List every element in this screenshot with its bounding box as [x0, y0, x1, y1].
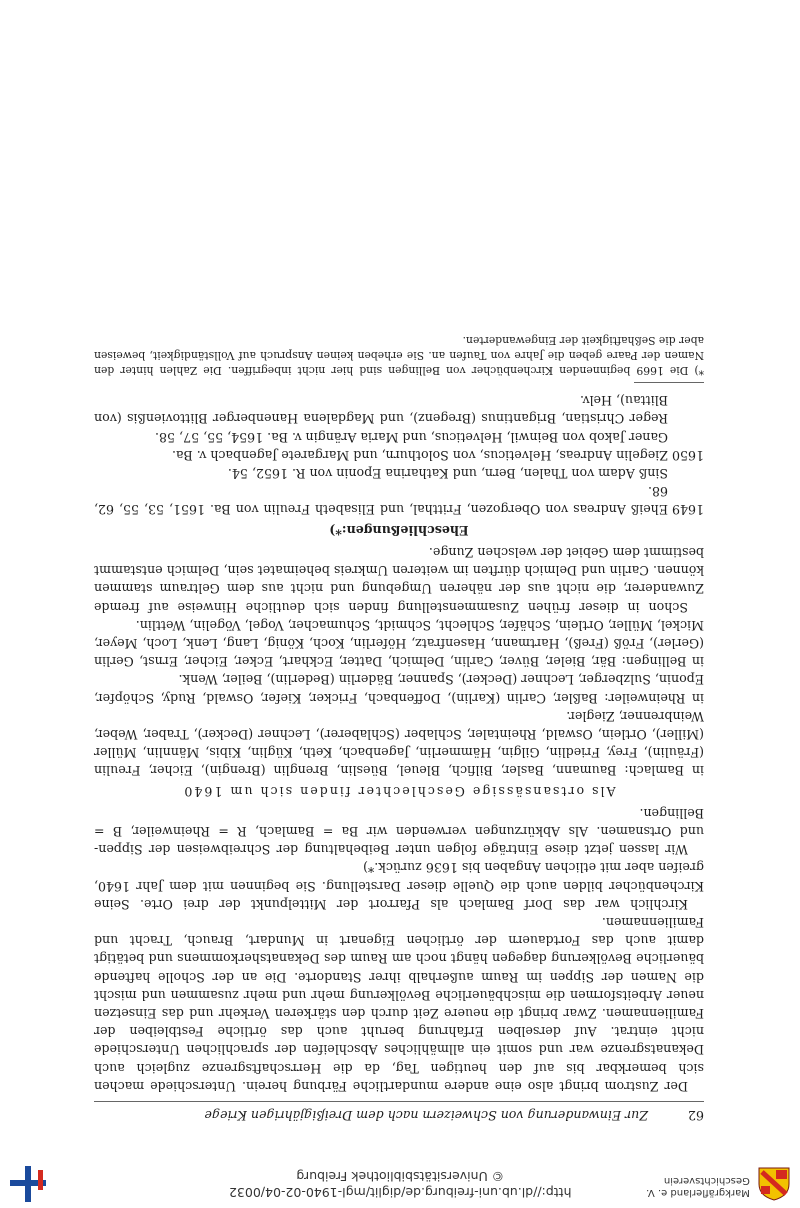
marriage-entry: [94, 391, 704, 427]
marriage-entry: [94, 464, 704, 482]
place-list-bellingen: in Bellingen: Bär, Bieler, Büver, Carlin, Delmich, Datter, Eckhart, Ecker, Eicher, Ernst, Gerlin (Gerler), Fröß (Freß), Hartmann, Hasenfratz, Höferlin, Koch, König, Lang, Lenk, Loch, Meyer, Mickel, Müller, Ortlein, Schäfer, Schlecht, Schmidt, Schumacher, Vogel, Vögelin, Wettlin.: [94, 617, 704, 670]
entry-text: Sinß Adam von Thalen, Bern, und Katharina Eponin von R. 1652, 54.: [227, 466, 668, 482]
place-list-bamlach: in Bamlach: Baumann, Basler, Bilfich, Bleuel, Büeslin, Brenglin (Brengin), Eicher, Freulin (Fräulin), Frey, Friedlin, Gilgin, Hämmerlin, Jagenbach, Keth, Küglin, Kibis, Männlin, Müller (Miller), Ortlein, Oswald, Rheintaler, Schlaber (Schlaberer), Lechner (Decker), Traber, Weber, Weinbrenner, Ziegler.: [94, 708, 704, 779]
entry-year: 1650: [671, 447, 704, 463]
running-head: [94, 1101, 704, 1124]
footnote-rule: [634, 382, 704, 383]
entry-year: [668, 464, 704, 482]
page-body: [94, 333, 704, 1124]
entry-year: [668, 427, 704, 445]
entry-year: [668, 391, 704, 427]
paragraph: Schon in dieser frühen Zusammenstellung finden sich deutliche Hinweise auf fremde Zuwanderer, die nicht aus der näheren Umgebung und nicht aus dem Geltraum stammen können. Carlin und Delmich dürften im weiteren Umkreis beheimatet sein, Delmich entstammt bestimmt dem Gebiet der welschen Zunge.: [94, 544, 704, 615]
place-list-rheinweiler: in Rheinweiler: Baßler, Carlin (Karlin), Doffenbach, Fricker, Kiefer, Oswald, Rudy, Schöpfer, Eponin, Sulzberger, Lechner (Decker), Spanner, Bäderlin (Bederlin), Beiler, Wenk.: [94, 672, 704, 706]
society-coat-of-arms-icon: [756, 1164, 792, 1202]
list-intro-heading: Als ortsansässige Geschlechter finden sich um 1640: [182, 783, 616, 799]
page-number: 62: [687, 1108, 704, 1123]
entry-text: Ziegelin Andreas, Helveticus, von Solothurn, und Margarete Jagenbach v. Ba.: [171, 447, 668, 463]
entry-text: Ganer Jakob von Beinwil, Helveticus, und Maria Arängin v. Ba. 1654, 55, 57, 58.: [155, 429, 668, 445]
entry-text: Eheiß Andreas von Obergozen, Fritthal, und Elisabeth Freulin von Ba. 1651, 53, 55, 62, 68.: [94, 484, 668, 518]
footnote: *) Die 1669 beginnenden Kirchenbücher von Bellingen sind hier nicht inbegriffen. Die Zahlen hinter den Namen der Paare geben die Jahre von Taufen an. Sie erheben keinen Anspruch auf Vollständigkeit, beweisen aber die Seßhaftigkeit der Eingewanderten.: [94, 334, 704, 378]
marriage-entry: [94, 446, 704, 464]
viewer-header-text: [229, 1168, 571, 1200]
paragraph: Wir lassen jetzt diese Einträge folgen unter Beibehaltung der Schreibweisen der Sippen- und Ortsnamen. Als Abkürzungen verwenden wir Ba = Bamlach, R = Rheinweiler, B = Bellingen.: [94, 805, 704, 858]
section-heading: Eheschließungen:*): [329, 522, 469, 538]
entry-year: 1649: [671, 502, 704, 518]
university-library-logo-icon: [8, 1164, 48, 1204]
paragraph: Kirchlich war das Dorf Bamlach als Pfarrort der Mittelpunkt der drei Orte. Seine Kirchenbücher bilden auch die Quelle dieser Darstellung. Sie beginnen mit dem Jahr 1640, greifen aber mit etlichen Angaben bis 1636 zurück.*): [94, 860, 704, 912]
copyright-notice: © Universitätsbibliothek Freiburg: [296, 1169, 504, 1184]
entry-text: Reger Christian, Brigantinus (Bregenz), und Magdalena Hanenberger Blittovienßis (von Blittau), Helv.: [94, 393, 668, 427]
running-head-title: Zur Einwanderung von Schweizern nach dem Dreißigjährigen Kriege: [204, 1108, 648, 1123]
paragraph: Der Zustrom bringt also eine andere mundartliche Färbung herein. Unterschiede machen sich bemerkbar bis auf den heutigen Tag, da die Herrschaftsgrenze zugleich auch Dekanatsgrenze war und somit ein allmähliches Abschleifen der sprachlichen Unterschiede nicht eintrat. Auf derselben Erfahrung beruht auch das örtliche Festbleiben der Familiennamen. Zwar bringt die neuere Zeit durch den stärkeren Verkehr und das Einsetzen neuer Arbeitsformen die mischbäuerliche Bevölkerung mehr und mehr zusammen und mischt die Namen der Sippen im Raum außerhalb ihrer Standorte. Die an der Scholle haftende bäuerliche Bevölkerung dagegen hängt noch am Raum des Dekanatsherkommens und betätigt damit auch das Fortdauern der örtlichen Eigenart in Mundart, Brauch, Tracht und Familiennamen.: [94, 914, 704, 1094]
source-url[interactable]: http://dl.ub.uni-freiburg.de/diglit/mgl-1940-02-04/0032: [228, 1185, 572, 1200]
society-name: Markgräflerland e. V. Geschichtsverein: [646, 1175, 750, 1198]
marriage-entry: [94, 427, 704, 445]
marriage-entry: [94, 482, 704, 518]
